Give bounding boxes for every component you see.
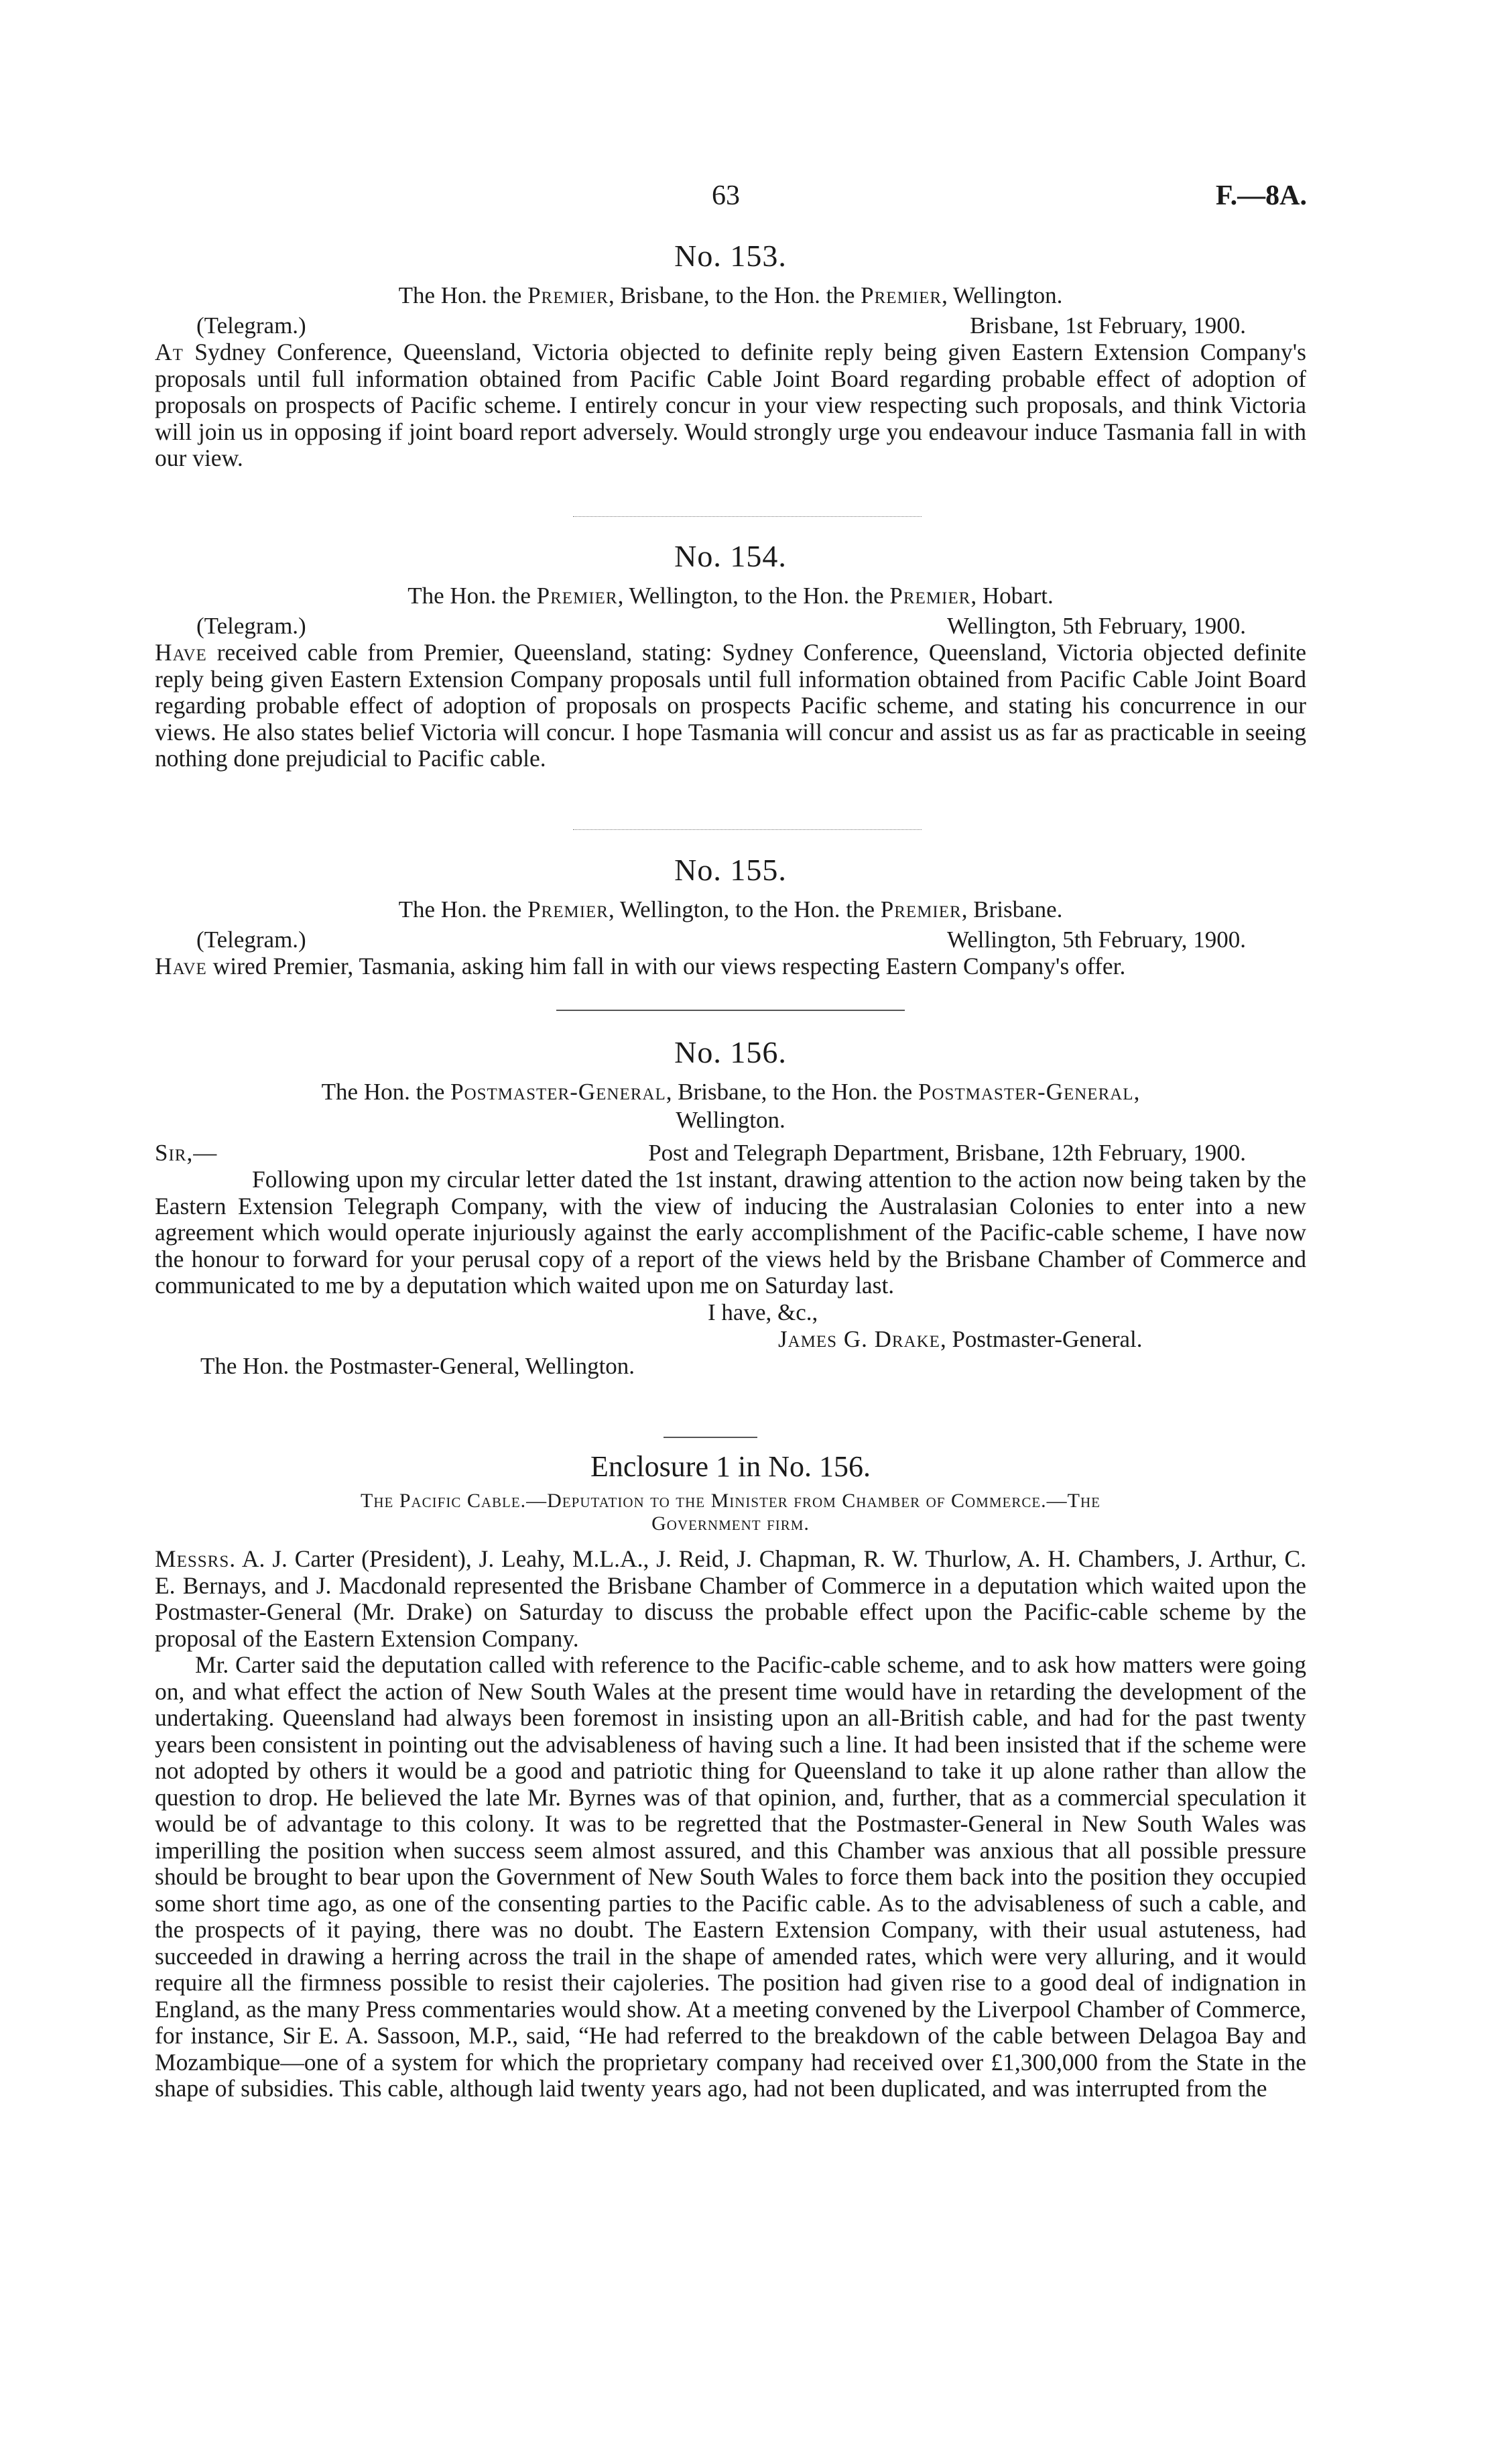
- section-156: [155, 1032, 1306, 1380]
- section-number: No. 153.: [674, 239, 787, 273]
- section-155: [155, 850, 1306, 980]
- divider: [556, 1010, 905, 1011]
- address-line: The Hon. the Postmaster-General, Brisbane, to the Hon. the Postmaster-General,: [321, 1079, 1140, 1105]
- divider: [573, 516, 922, 517]
- letter-body: Following upon my circular letter dated the 1st instant, drawing attention to the action now being taken by the Eastern Extension Telegraph Company, with the view of inducing the Australasian Colonies to enter into a new agreement which would operate injuriously against the early accomplishment of the Pacific-cable scheme, I have now the honour to forward for your perusal copy of a report of the views held by the Brisbane Chamber of Commerce and communicated to me by a deputation which waited upon me on Saturday last.: [155, 1166, 1306, 1299]
- telegram-text: At Sydney Conference, Queensland, Victoria objected to definite reply being given Eastern Extension Company's proposals until full information obtained from Pacific Cable Joint Board regarding probable effect of adoption of proposals on prospects of Pacific scheme. I entirely concur in your view respecting such proposals, and think Victoria will join us in opposing if joint board report adversely. Would strongly urge you endeavour induce Tasmania fall in with our view.: [155, 339, 1306, 471]
- closing: I have, &c.,: [708, 1299, 818, 1325]
- signature: James G. Drake, Postmaster-General.: [778, 1325, 1143, 1352]
- enclosure-caption-line-2: Government firm.: [651, 1512, 810, 1535]
- address-line: The Hon. the Premier, Wellington, to the Hon. the Premier, Brisbane.: [398, 896, 1063, 922]
- date-place: Post and Telegraph Department, Brisbane, 12th February, 1900.: [648, 1140, 1246, 1166]
- divider: [664, 1437, 757, 1438]
- paragraph: Messrs. A. J. Carter (President), J. Leahy, M.L.A., J. Reid, J. Chapman, R. W. Thurlow, A. H. Chambers, J. Arthur, C. E. Bernays, and J. Macdonald represented the Brisbane Chamber of Commerce in a deputation which waited upon the Postmaster-General (Mr. Drake) on Saturday to discuss the probable effect upon the Pacific-cable scheme by the proposal of the Eastern Extension Company.: [155, 1545, 1306, 1652]
- telegram-label: (Telegram.): [196, 927, 306, 953]
- paragraph: Mr. Carter said the deputation called with reference to the Pacific-cable scheme, and to ask how matters were going on, and what effect the action of New South Wales at the present time would have in retarding the development of the undertaking. Queensland had always been foremost in insisting upon an all-British cable, and had for the past twenty years been consistent in pointing out the advisableness of having such a line. It had been insisted that if the scheme were not adopted by others it would be a good and patriotic thing for Queensland to take it up alone rather than allow the question to drop. He believed the late Mr. Byrnes was of that opinion, and, further, that as a commercial speculation it would be of advantage to this colony. It was to be regretted that the Postmaster-General in New South Wales was imperilling the position when success seem almost assured, and this Chamber was anxious that all possible pressure should be brought to bear upon the Government of New South Wales to force them back into the position they occupied some short time ago, as one of the consenting parties to the Pacific cable. As to the advisableness of such a cable, and the prospects of it paying, there was no doubt. The Eastern Extension Company, with their usual astuteness, had succeeded in drawing a herring across the trail in the shape of amended rates, which were very alluring, and it would require all the firmness possible to resist their cajoleries. The position had given rise to a good deal of indignation in England, as the many Press commentaries would show. At a meeting convened by the Liverpool Chamber of Commerce, for instance, Sir E. A. Sassoon, M.P., said, “He had referred to the breakdown of the cable between Delagoa Bay and Mozambique—one of a system for which the proprietary company had received over £1,300,000 from the State in the shape of subsidies. This cable, although laid twenty years ago, had not been duplicated, and was interrupted from the: [155, 1651, 1306, 2102]
- document-reference: F.—8A.: [1215, 180, 1307, 211]
- addressee: The Hon. the Postmaster-General, Wellington.: [200, 1352, 635, 1379]
- telegram-text: Have received cable from Premier, Queensland, stating: Sydney Conference, Queensland, Victoria objected definite reply being given Eastern Extension Company proposals until full information obtained from Pacific Cable Joint Board regarding probable effect of adoption of proposals on prospects Pacific scheme, and stating his concurrence in our views. He also states belief Victoria will concur. I hope Tasmania will concur and assist us as far as practicable in seeing nothing done prejudicial to Pacific cable.: [155, 639, 1306, 772]
- section-number: No. 155.: [674, 853, 787, 887]
- dateline: [155, 927, 1306, 953]
- page-number: 63: [712, 180, 740, 211]
- enclosure-caption: The Pacific Cable.—Deputation to the Minister from Chamber of Commerce.—The: [361, 1490, 1100, 1512]
- page-header: [0, 180, 1512, 220]
- address-line: The Hon. the Premier, Wellington, to the Hon. the Premier, Hobart.: [407, 583, 1054, 609]
- address-line-2: Wellington.: [676, 1107, 785, 1133]
- divider: [573, 829, 922, 830]
- telegram-label: (Telegram.): [196, 312, 306, 339]
- section-number: No. 154.: [674, 539, 787, 573]
- salutation: Sir,—: [155, 1140, 218, 1166]
- dateline: [155, 613, 1306, 640]
- date-place: Wellington, 5th February, 1900.: [947, 613, 1246, 639]
- section-number: No. 156.: [674, 1035, 787, 1069]
- telegram-label: (Telegram.): [196, 613, 306, 639]
- section-153: [155, 236, 1306, 472]
- date-place: Wellington, 5th February, 1900.: [947, 927, 1246, 953]
- section-154: [155, 536, 1306, 772]
- address-line: The Hon. the Premier, Brisbane, to the Hon. the Premier, Wellington.: [398, 282, 1063, 308]
- dateline: [155, 312, 1306, 339]
- dateline: [155, 1140, 1306, 1167]
- enclosure-title: Enclosure 1 in No. 156.: [590, 1450, 871, 1483]
- telegram-text: Have wired Premier, Tasmania, asking him fall in with our views respecting Eastern Company's offer.: [155, 953, 1126, 979]
- enclosure-section: [155, 1448, 1306, 2102]
- date-place: Brisbane, 1st February, 1900.: [970, 312, 1246, 339]
